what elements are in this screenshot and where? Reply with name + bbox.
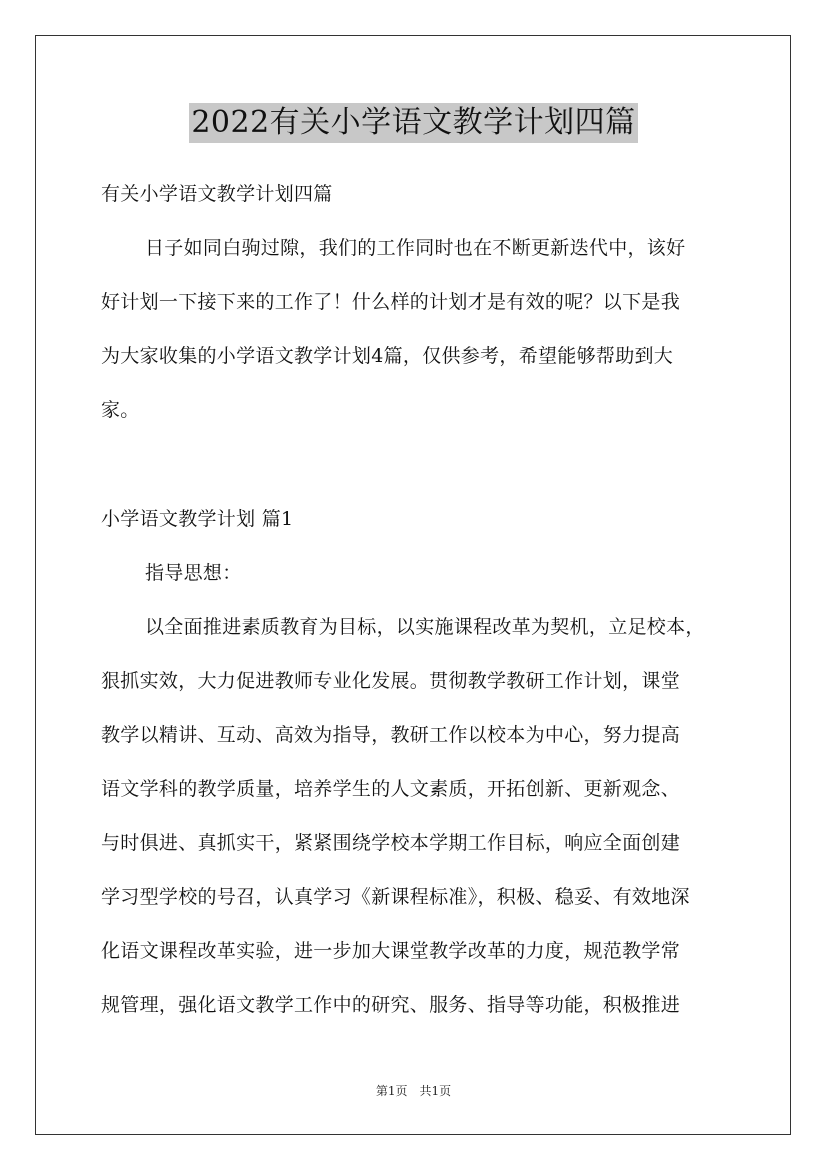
body-line: 语文学科的教学质量，培养学生的人文素质，开拓创新、更新观念、 <box>101 778 681 800</box>
body-line: 教学以精讲、互动、高效为指导，教研工作以校本为中心，努力提高 <box>101 724 681 746</box>
body-line: 以全面推进素质教育为目标，以实施课程改革为契机，立足校本， <box>145 616 705 638</box>
document-subtitle: 有关小学语文教学计划四篇 <box>101 183 333 205</box>
intro-line: 好计划一下接下来的工作了！什么样的计划才是有效的呢？以下是我 <box>101 291 681 313</box>
body-line: 化语文课程改革实验，进一步加大课堂教学改革的力度，规范教学常 <box>101 940 681 962</box>
section-heading: 小学语文教学计划 篇1 <box>101 508 294 530</box>
body-line: 狠抓实效，大力促进教师专业化发展。贯彻教学教研工作计划，课堂 <box>101 670 681 692</box>
guideline-label: 指导思想： <box>145 562 242 584</box>
title-wrapper <box>0 103 827 143</box>
intro-line: 为大家收集的小学语文教学计划4篇，仅供参考，希望能够帮助到大 <box>101 345 674 367</box>
intro-line: 日子如同白驹过隙，我们的工作同时也在不断更新迭代中，该好 <box>145 237 686 259</box>
body-line: 与时俱进、真抓实干，紧紧围绕学校本学期工作目标，响应全面创建 <box>101 832 681 854</box>
document-title: 2022有关小学语文教学计划四篇 <box>189 103 637 143</box>
page-footer: 第1页 共1页 <box>375 1084 452 1098</box>
body-line: 学习型学校的号召，认真学习《新课程标准》，积极、稳妥、有效地深 <box>101 886 690 908</box>
intro-line: 家。 <box>101 399 140 421</box>
body-line: 规管理，强化语文教学工作中的研究、服务、指导等功能，积极推进 <box>101 994 681 1016</box>
